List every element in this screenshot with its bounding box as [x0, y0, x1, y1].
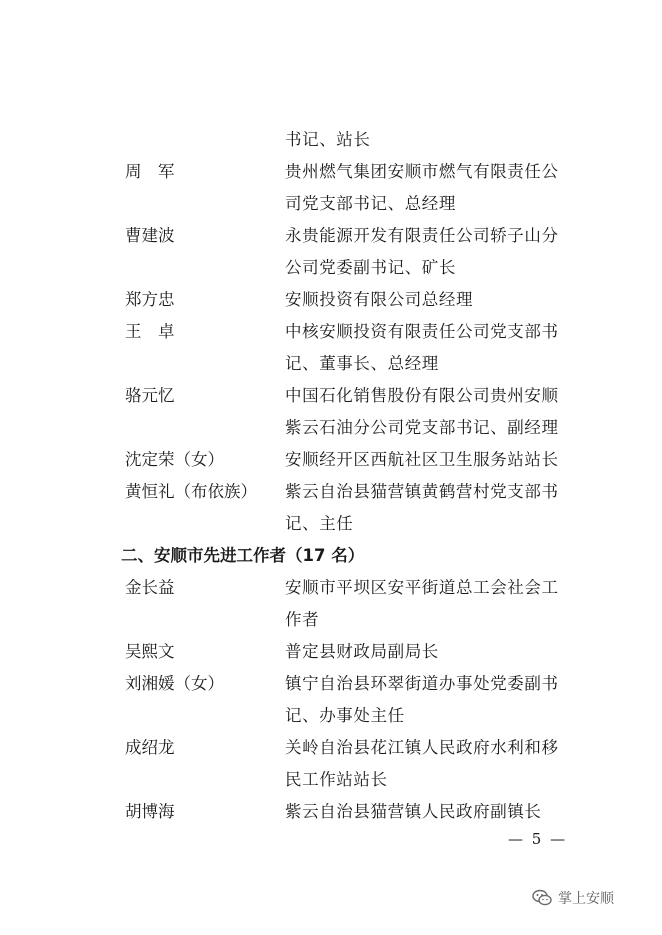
person-name: 刘湘媛（女）	[125, 674, 224, 693]
duty-line: 安顺市平坝区安平街道总工会社会工	[285, 578, 559, 597]
person-name: 曹建波	[125, 226, 175, 245]
duty-line: 记、主任	[285, 514, 354, 533]
watermark	[532, 888, 614, 908]
wechat-icon	[532, 889, 552, 907]
person-name: 吴熙文	[125, 642, 175, 661]
duty-line: 镇宁自治县环翠街道办事处党委副书	[285, 674, 559, 693]
page-number: — 5 —	[508, 830, 568, 848]
person-name: 沈定荣（女）	[125, 450, 224, 469]
duty-line: 公司党委副书记、矿长	[285, 258, 456, 277]
section-heading: 二、安顺市先进工作者（17 名）	[121, 546, 365, 565]
person-name: 成绍龙	[125, 738, 175, 757]
duty-line: 安顺投资有限公司总经理	[285, 290, 474, 309]
duty-line: 普定县财政局副局长	[285, 642, 439, 661]
person-name: 郑方忠	[125, 290, 175, 309]
person-name: 骆元忆	[125, 386, 175, 405]
duty-line: 紫云自治县猫营镇黄鹤营村党支部书	[285, 482, 559, 501]
person-name: 胡博海	[125, 802, 175, 821]
duty-line: 司党支部书记、总经理	[285, 194, 456, 213]
duty-line: 民工作站站长	[285, 770, 388, 789]
duty-line: 中国石化销售股份有限公司贵州安顺	[285, 386, 559, 405]
duty-line: 记、董事长、总经理	[285, 354, 439, 373]
duty-line: 紫云石油分公司党支部书记、副经理	[285, 418, 559, 437]
duty-line: 作者	[285, 610, 320, 629]
duty-line: 安顺经开区西航社区卫生服务站站长	[285, 450, 559, 469]
duty-line: 贵州燃气集团安顺市燃气有限责任公	[285, 162, 559, 181]
person-name: 王 卓	[125, 322, 175, 341]
person-name: 黄恒礼（布依族）	[125, 482, 257, 501]
duty-line: 关岭自治县花江镇人民政府水利和移	[285, 738, 559, 757]
duty-line: 记、办事处主任	[285, 706, 405, 725]
duty-line: 紫云自治县猫营镇人民政府副镇长	[285, 802, 542, 821]
duty-line: 书记、站长	[285, 130, 371, 149]
duty-line: 永贵能源开发有限责任公司轿子山分	[285, 226, 559, 245]
duty-line: 中核安顺投资有限责任公司党支部书	[285, 322, 559, 341]
watermark-text: 掌上安顺	[558, 891, 614, 907]
person-name: 周 军	[125, 162, 175, 181]
person-name: 金长益	[125, 578, 175, 597]
